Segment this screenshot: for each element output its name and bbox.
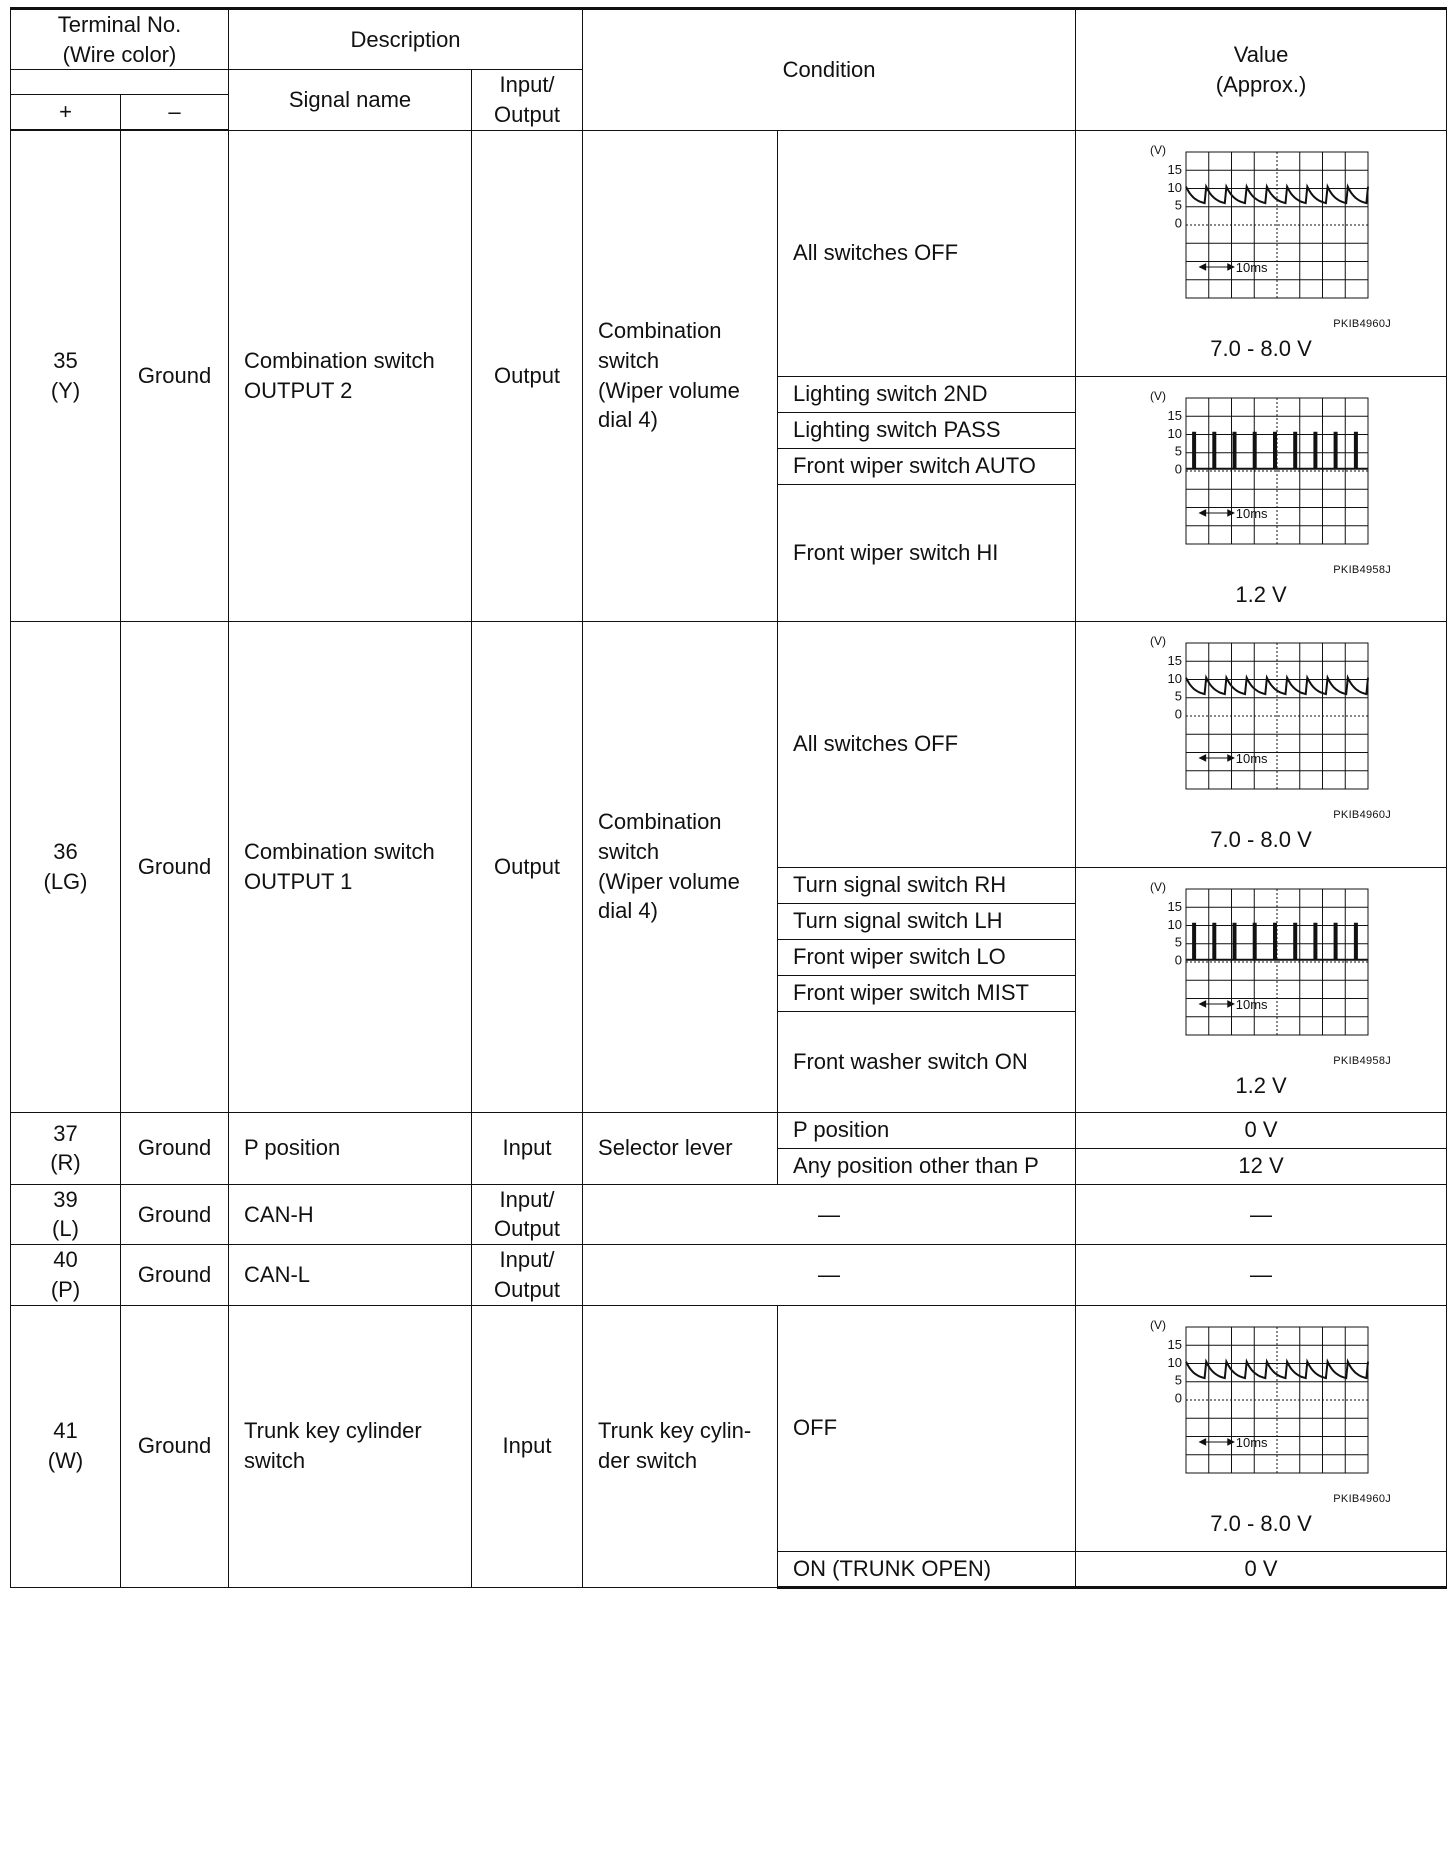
value-40: — [1076,1245,1447,1305]
condition-36: Combination switch (Wiper volume dial 4) [583,621,778,1112]
waveform-code: PKIB4960J [1333,318,1392,331]
value-text: 7.0 - 8.0 V [1210,827,1312,853]
waveform-trace [1186,433,1368,469]
y-tick-label: 5 [1174,443,1183,459]
terminal-39: 39 (L) [11,1184,121,1244]
sub-condition-36-all-off: All switches OFF [778,621,1076,867]
terminal-37: 37 (R) [11,1112,121,1184]
scope-grid [1186,643,1368,789]
y-tick-label: 15 [1167,1337,1183,1353]
io-40: Input/ Output [472,1245,583,1305]
axis-unit-label: (V) [1150,879,1167,894]
sub-condition-37-1: P position [778,1112,1076,1148]
io-39: Input/ Output [472,1184,583,1244]
waveform-pwm-svg [1146,1317,1376,1492]
signal-name-39: CAN-H [229,1184,472,1244]
terminal-40: 40 (P) [11,1245,121,1305]
waveform-pwm [1091,142,1431,317]
description-header: Description [229,9,583,70]
time-scale-marker [1200,510,1234,516]
sub-condition-35-2: Lighting switch PASS [778,412,1076,448]
y-tick-label: 10 [1167,916,1183,932]
value-text: 7.0 - 8.0 V [1210,1511,1312,1537]
axis-unit-label: (V) [1150,634,1167,649]
condition-35: Combination switch (Wiper volume dial 4) [583,130,778,621]
sub-condition-35-3: Front wiper switch AUTO [778,448,1076,484]
io-35: Output [472,130,583,621]
value-39: — [1076,1184,1447,1244]
waveform-pwm [1091,633,1431,808]
waveform-code: PKIB4958J [1333,1054,1392,1067]
signal-name-37: P position [229,1112,472,1184]
waveform-code: PKIB4960J [1333,1493,1392,1506]
waveform-pwm-svg [1146,142,1376,317]
sub-condition-37-2: Any position other than P [778,1148,1076,1184]
signal-name-header: Signal name [229,70,472,130]
y-tick-label: 5 [1174,934,1183,950]
sub-condition-36-5: Front washer switch ON [778,1011,1076,1112]
waveform-code: PKIB4958J [1333,563,1392,576]
condition-39: — [583,1184,1076,1244]
y-tick-label: 0 [1174,216,1183,232]
sub-condition-41-1: OFF [778,1305,1076,1551]
waveform-trace [1186,924,1368,960]
sub-condition-36-3: Front wiper switch LO [778,939,1076,975]
y-tick-label: 5 [1174,198,1183,214]
time-scale-label: 10ms [1235,260,1268,276]
value-text: 1.2 V [1235,581,1287,607]
scope-grid [1186,889,1368,1035]
axis-unit-label: (V) [1150,1318,1167,1333]
sub-condition-36-4: Front wiper switch MIST [778,975,1076,1011]
time-scale-label: 10ms [1235,505,1268,521]
value-35-b [1076,376,1447,621]
plus-header: + [11,94,121,130]
y-tick-label: 0 [1174,707,1183,723]
ground-37: Ground [121,1112,229,1184]
condition-40: — [583,1245,1076,1305]
y-tick-label: 0 [1174,461,1183,477]
sub-condition-41-2: ON (TRUNK OPEN) [778,1551,1076,1587]
terminal-no-header-spacer [11,70,229,94]
terminal-35: 35 (Y) [11,130,121,621]
y-tick-label: 10 [1167,425,1183,441]
sub-condition-35-4: Front wiper switch HI [778,484,1076,621]
io-header: Input/ Output [472,70,583,130]
y-tick-label: 0 [1174,1390,1183,1406]
value-35-a [1076,130,1447,376]
value-37-2: 12 V [1076,1148,1447,1184]
y-tick-label: 0 [1174,952,1183,968]
io-41: Input [472,1305,583,1587]
scope-grid [1186,152,1368,298]
time-scale-label: 10ms [1235,751,1268,767]
waveform-pulse [1091,879,1431,1054]
signal-name-35: Combination switch OUTPUT 2 [229,130,472,621]
terminal-41: 41 (W) [11,1305,121,1587]
time-scale-label: 10ms [1235,1435,1268,1451]
ground-39: Ground [121,1184,229,1244]
waveform-pwm [1091,1317,1431,1492]
value-36-a [1076,621,1447,867]
waveform-pulse-svg [1146,879,1376,1054]
signal-name-36: Combination switch OUTPUT 1 [229,621,472,1112]
y-tick-label: 15 [1167,898,1183,914]
value-37-1: 0 V [1076,1112,1447,1148]
ground-41: Ground [121,1305,229,1587]
y-tick-label: 10 [1167,180,1183,196]
y-tick-label: 15 [1167,407,1183,423]
value-text: 1.2 V [1235,1072,1287,1098]
time-scale-label: 10ms [1235,996,1268,1012]
io-37: Input [472,1112,583,1184]
scope-grid [1186,1327,1368,1473]
signal-name-40: CAN-L [229,1245,472,1305]
waveform-pulse [1091,388,1431,563]
value-41-2: 0 V [1076,1551,1447,1587]
waveform-pulse-svg [1146,388,1376,563]
y-tick-label: 10 [1167,1355,1183,1371]
value-header: Value (Approx.) [1076,9,1447,131]
sub-condition-36-1: Turn signal switch RH [778,867,1076,903]
condition-41: Trunk key cylin- der switch [583,1305,778,1587]
waveform-pwm-svg [1146,633,1376,808]
sub-condition-35-1: Lighting switch 2ND [778,376,1076,412]
time-scale-marker [1200,1001,1234,1007]
condition-header: Condition [583,9,1076,131]
sub-condition-35-all-off: All switches OFF [778,130,1076,376]
scope-grid [1186,398,1368,544]
time-scale-marker [1200,755,1234,761]
signal-name-41: Trunk key cylinder switch [229,1305,472,1587]
axis-unit-label: (V) [1150,388,1167,403]
condition-37: Selector lever [583,1112,778,1184]
y-tick-label: 15 [1167,162,1183,178]
ground-36: Ground [121,621,229,1112]
y-tick-label: 15 [1167,653,1183,669]
y-tick-label: 5 [1174,1372,1183,1388]
ground-40: Ground [121,1245,229,1305]
minus-header: – [121,94,229,130]
value-41-1 [1076,1305,1447,1551]
time-scale-marker [1200,1439,1234,1445]
value-36-b [1076,867,1447,1112]
y-tick-label: 10 [1167,671,1183,687]
terminal-spec-table [10,7,1447,1589]
time-scale-marker [1200,264,1234,270]
io-36: Output [472,621,583,1112]
y-tick-label: 5 [1174,689,1183,705]
terminal-36: 36 (LG) [11,621,121,1112]
ground-35: Ground [121,130,229,621]
waveform-code: PKIB4960J [1333,809,1392,822]
axis-unit-label: (V) [1150,143,1167,158]
sub-condition-36-2: Turn signal switch LH [778,903,1076,939]
terminal-no-header: Terminal No. (Wire color) [11,9,229,70]
value-text: 7.0 - 8.0 V [1210,336,1312,362]
